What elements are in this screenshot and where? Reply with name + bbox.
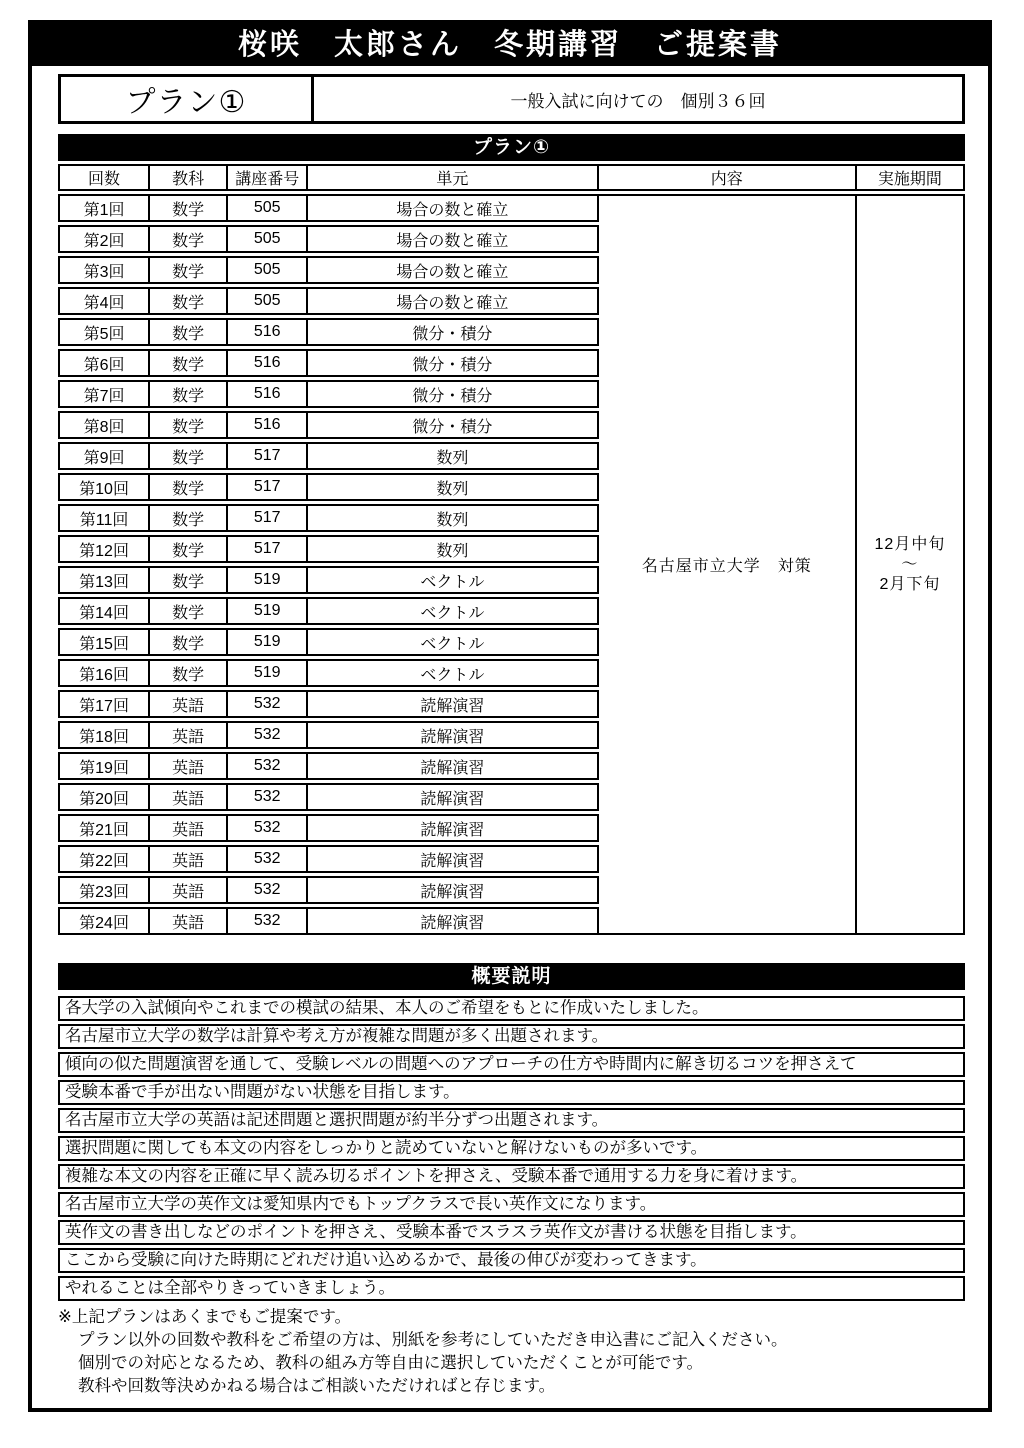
subject-cell: 数学: [150, 225, 228, 253]
subject-cell: 数学: [150, 442, 228, 470]
unit-cell: 微分・積分: [308, 380, 598, 408]
subject-cell: 数学: [150, 287, 228, 315]
row-number-cell: 第11回: [58, 504, 150, 532]
course-number-cell: 532: [228, 721, 308, 749]
period-end: 2月下旬: [879, 575, 941, 593]
summary-row: やれることは全部やりきっていきましょう。: [58, 1276, 965, 1301]
unit-cell: 数列: [308, 442, 598, 470]
unit-cell: 読解演習: [308, 845, 598, 873]
footer-note-line: プラン以外の回数や教科をご希望の方は、別紙を参考にしていただき申込書にご記入ください。: [78, 1331, 788, 1349]
col-header-tangen: 単元: [308, 164, 598, 191]
unit-cell: 場合の数と確立: [308, 287, 598, 315]
course-number-cell: 517: [228, 473, 308, 501]
subject-cell: 数学: [150, 411, 228, 439]
row-number-cell: 第14回: [58, 597, 150, 625]
subject-cell: 数学: [150, 504, 228, 532]
plan-header-box: [58, 74, 965, 124]
unit-cell: 読解演習: [308, 690, 598, 718]
unit-cell: 微分・積分: [308, 318, 598, 346]
row-number-cell: 第8回: [58, 411, 150, 439]
summary-section-bar: 概要説明: [58, 963, 965, 990]
course-number-cell: 516: [228, 411, 308, 439]
subject-cell: 英語: [150, 783, 228, 811]
subject-cell: 英語: [150, 752, 228, 780]
course-number-cell: 505: [228, 194, 308, 222]
subject-cell: 数学: [150, 628, 228, 656]
subject-cell: 英語: [150, 814, 228, 842]
col-header-kyoka: 教科: [150, 164, 228, 191]
row-number-cell: 第10回: [58, 473, 150, 501]
subject-cell: 数学: [150, 318, 228, 346]
summary-row: 傾向の似た問題演習を通して、受験レベルの問題へのアプローチの仕方や時間内に解き切るコツを押さえて: [58, 1052, 965, 1077]
subject-cell: 数学: [150, 566, 228, 594]
plan-table: [58, 161, 965, 938]
course-number-cell: 505: [228, 225, 308, 253]
unit-cell: 読解演習: [308, 783, 598, 811]
row-number-cell: 第22回: [58, 845, 150, 873]
col-header-jisshi: 実施期間: [857, 164, 965, 191]
unit-cell: 読解演習: [308, 721, 598, 749]
subject-cell: 英語: [150, 907, 228, 935]
table-header-row: [58, 164, 965, 191]
document-frame: [28, 20, 992, 1412]
unit-cell: 読解演習: [308, 876, 598, 904]
row-number-cell: 第9回: [58, 442, 150, 470]
row-number-cell: 第5回: [58, 318, 150, 346]
period-tilde: ～: [901, 555, 919, 573]
course-number-cell: 519: [228, 597, 308, 625]
course-number-cell: 532: [228, 845, 308, 873]
subject-cell: 数学: [150, 349, 228, 377]
subject-cell: 数学: [150, 659, 228, 687]
row-number-cell: 第7回: [58, 380, 150, 408]
document-body: [32, 66, 988, 1398]
course-number-cell: 532: [228, 690, 308, 718]
subject-cell: 数学: [150, 256, 228, 284]
course-number-cell: 532: [228, 907, 308, 935]
subject-cell: 英語: [150, 845, 228, 873]
row-number-cell: 第6回: [58, 349, 150, 377]
course-number-cell: 516: [228, 380, 308, 408]
course-number-cell: 532: [228, 814, 308, 842]
unit-cell: 微分・積分: [308, 349, 598, 377]
col-header-koza: 講座番号: [228, 164, 308, 191]
row-number-cell: 第1回: [58, 194, 150, 222]
plan-description: 一般入試に向けての 個別３６回: [510, 91, 766, 111]
subject-cell: 数学: [150, 535, 228, 563]
course-number-cell: 519: [228, 566, 308, 594]
footer-note-line: 教科や回数等決めかねる場合はご相談いただければと存じます。: [78, 1377, 556, 1395]
row-number-cell: 第24回: [58, 907, 150, 935]
period-merged-cell: [857, 194, 965, 935]
summary-row: 名古屋市立大学の英作文は愛知県内でもトップクラスで長い英作文になります。: [58, 1192, 965, 1217]
course-number-cell: 516: [228, 318, 308, 346]
course-number-cell: 505: [228, 287, 308, 315]
row-number-cell: 第13回: [58, 566, 150, 594]
unit-cell: 場合の数と確立: [308, 194, 598, 222]
summary-row: 受験本番で手が出ない問題がない状態を目指します。: [58, 1080, 965, 1105]
plan-name: プラン①: [61, 77, 314, 121]
content-merged-cell: 名古屋市立大学 対策: [599, 194, 857, 935]
course-number-cell: 519: [228, 659, 308, 687]
summary-row: 複雑な本文の内容を正確に早く読み切るポイントを押さえ、受験本番で通用する力を身に着けます。: [58, 1164, 965, 1189]
row-number-cell: 第15回: [58, 628, 150, 656]
unit-cell: 数列: [308, 473, 598, 501]
course-number-cell: 532: [228, 876, 308, 904]
summary-rows: [58, 996, 965, 1301]
row-number-cell: 第17回: [58, 690, 150, 718]
course-number-cell: 517: [228, 504, 308, 532]
subject-cell: 英語: [150, 876, 228, 904]
course-number-cell: 519: [228, 628, 308, 656]
unit-cell: ベクトル: [308, 659, 598, 687]
document-title: 桜咲 太郎さん 冬期講習 ご提案書: [32, 24, 988, 66]
row-number-cell: 第21回: [58, 814, 150, 842]
row-number-cell: 第16回: [58, 659, 150, 687]
row-number-cell: 第2回: [58, 225, 150, 253]
row-number-cell: 第12回: [58, 535, 150, 563]
course-number-cell: 532: [228, 752, 308, 780]
row-number-cell: 第18回: [58, 721, 150, 749]
row-number-cell: 第20回: [58, 783, 150, 811]
unit-cell: 数列: [308, 535, 598, 563]
col-header-kaisu: 回数: [58, 164, 150, 191]
subject-cell: 数学: [150, 380, 228, 408]
footer-note-line: ※上記プランはあくまでもご提案です。: [58, 1308, 352, 1326]
col-header-naiyo: 内容: [599, 164, 857, 191]
course-number-cell: 517: [228, 535, 308, 563]
course-number-cell: 532: [228, 783, 308, 811]
row-number-cell: 第23回: [58, 876, 150, 904]
course-number-cell: 516: [228, 349, 308, 377]
unit-cell: ベクトル: [308, 566, 598, 594]
unit-cell: 微分・積分: [308, 411, 598, 439]
row-number-cell: 第19回: [58, 752, 150, 780]
unit-cell: ベクトル: [308, 628, 598, 656]
table-row: [58, 194, 965, 222]
unit-cell: ベクトル: [308, 597, 598, 625]
unit-cell: 場合の数と確立: [308, 256, 598, 284]
plan-section-bar: プラン①: [58, 134, 965, 161]
unit-cell: 場合の数と確立: [308, 225, 598, 253]
subject-cell: 数学: [150, 194, 228, 222]
summary-row: 選択問題に関しても本文の内容をしっかりと読めていないと解けないものが多いです。: [58, 1136, 965, 1161]
summary-row: 名古屋市立大学の英語は記述問題と選択問題が約半分ずつ出題されます。: [58, 1108, 965, 1133]
subject-cell: 数学: [150, 473, 228, 501]
summary-row: 各大学の入試傾向やこれまでの模試の結果、本人のご希望をもとに作成いたしました。: [58, 996, 965, 1021]
unit-cell: 数列: [308, 504, 598, 532]
subject-cell: 数学: [150, 597, 228, 625]
summary-row: 英作文の書き出しなどのポイントを押さえ、受験本番でスラスラ英作文が書ける状態を目指します。: [58, 1220, 965, 1245]
course-number-cell: 517: [228, 442, 308, 470]
period-start: 12月中旬: [874, 535, 946, 553]
summary-row: ここから受験に向けた時期にどれだけ追い込めるかで、最後の伸びが変わってきます。: [58, 1248, 965, 1273]
row-number-cell: 第4回: [58, 287, 150, 315]
unit-cell: 読解演習: [308, 907, 598, 935]
unit-cell: 読解演習: [308, 814, 598, 842]
course-number-cell: 505: [228, 256, 308, 284]
row-number-cell: 第3回: [58, 256, 150, 284]
summary-row: 名古屋市立大学の数学は計算や考え方が複雑な問題が多く出題されます。: [58, 1024, 965, 1049]
unit-cell: 読解演習: [308, 752, 598, 780]
subject-cell: 英語: [150, 721, 228, 749]
footer-notes: [58, 1306, 965, 1398]
footer-note-line: 個別での対応となるため、教科の組み方等自由に選択していただくことが可能です。: [78, 1354, 704, 1372]
subject-cell: 英語: [150, 690, 228, 718]
